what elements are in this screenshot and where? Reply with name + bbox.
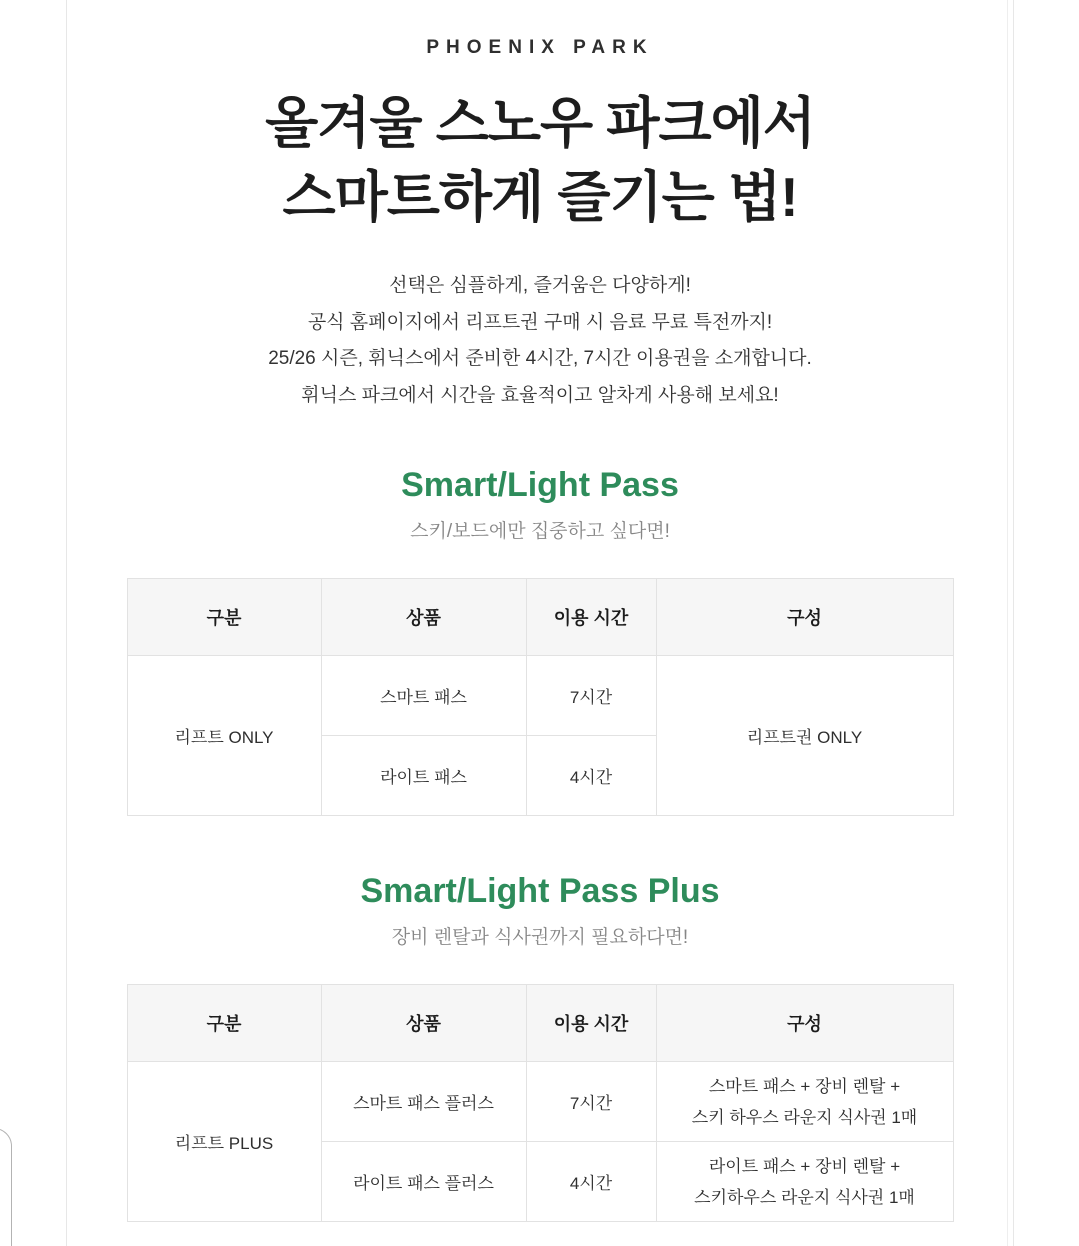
table-header-row	[127, 579, 953, 656]
bottom-left-side-tab[interactable]	[0, 1128, 12, 1246]
composition-line: 스마트 패스 + 장비 렌탈 +	[708, 1076, 901, 1096]
composition-cell: 리프트권 ONLY	[656, 656, 953, 816]
page-title-line1: 올겨울 스노우 파크에서	[265, 92, 815, 154]
page-title-line2: 스마트하게 즐기는 법!	[282, 166, 798, 228]
section-smart-light-pass-plus	[67, 872, 1013, 1222]
column-header-composition: 구성	[656, 579, 953, 656]
composition-line: 스키 하우스 라운지 식사권 1매	[691, 1107, 918, 1127]
section-subheading: 스키/보드에만 집중하고 싶다면!	[410, 521, 670, 542]
composition-line: 라이트 패스 + 장비 렌탈 +	[708, 1156, 901, 1176]
intro-line: 25/26 시즌, 휘닉스에서 준비한 4시간, 7시간 이용권을 소개합니다.	[268, 348, 812, 369]
intro-line: 선택은 심플하게, 즐거움은 다양하게!	[389, 275, 691, 296]
duration-cell: 4시간	[526, 736, 656, 816]
column-header-category: 구분	[127, 985, 321, 1062]
column-header-product: 상품	[321, 985, 526, 1062]
table-row	[127, 656, 953, 736]
intro-line: 휘닉스 파크에서 시간을 효율적이고 알차게 사용해 보세요!	[301, 384, 779, 406]
content-right-edge-line	[1013, 0, 1014, 1246]
column-header-product: 상품	[321, 579, 526, 656]
section-smart-light-pass	[67, 466, 1013, 816]
section-heading: Smart/Light Pass Plus	[360, 872, 720, 910]
duration-cell: 7시간	[526, 1062, 656, 1142]
brand-logo: PHOENIX PARK	[426, 37, 654, 58]
composition-line: 스키하우스 라운지 식사권 1매	[694, 1187, 915, 1207]
composition-cell	[656, 1062, 953, 1142]
section-heading: Smart/Light Pass	[401, 466, 679, 504]
duration-cell: 7시간	[526, 656, 656, 736]
section-subheading: 장비 렌탈과 식사권까지 필요하다면!	[391, 927, 689, 948]
group-cell: 리프트 ONLY	[127, 656, 321, 816]
pass-table-smart-light-plus	[127, 984, 954, 1222]
column-header-duration: 이용 시간	[526, 579, 656, 656]
content-column	[67, 0, 1013, 1222]
intro-line: 공식 홈페이지에서 리프트권 구매 시 음료 무료 특전까지!	[307, 311, 773, 333]
group-cell: 리프트 PLUS	[127, 1062, 321, 1222]
duration-cell: 4시간	[526, 1142, 656, 1222]
intro-paragraph	[67, 268, 1013, 414]
product-cell: 스마트 패스	[321, 656, 526, 736]
pass-table-smart-light	[127, 578, 954, 816]
column-header-composition: 구성	[656, 985, 953, 1062]
product-cell: 스마트 패스 플러스	[321, 1062, 526, 1142]
column-header-category: 구분	[127, 579, 321, 656]
table-row	[127, 1062, 953, 1142]
product-cell: 라이트 패스	[321, 736, 526, 816]
table-header-row	[127, 985, 953, 1062]
product-cell: 라이트 패스 플러스	[321, 1142, 526, 1222]
page-title	[67, 86, 1013, 234]
composition-cell	[656, 1142, 953, 1222]
column-header-duration: 이용 시간	[526, 985, 656, 1062]
